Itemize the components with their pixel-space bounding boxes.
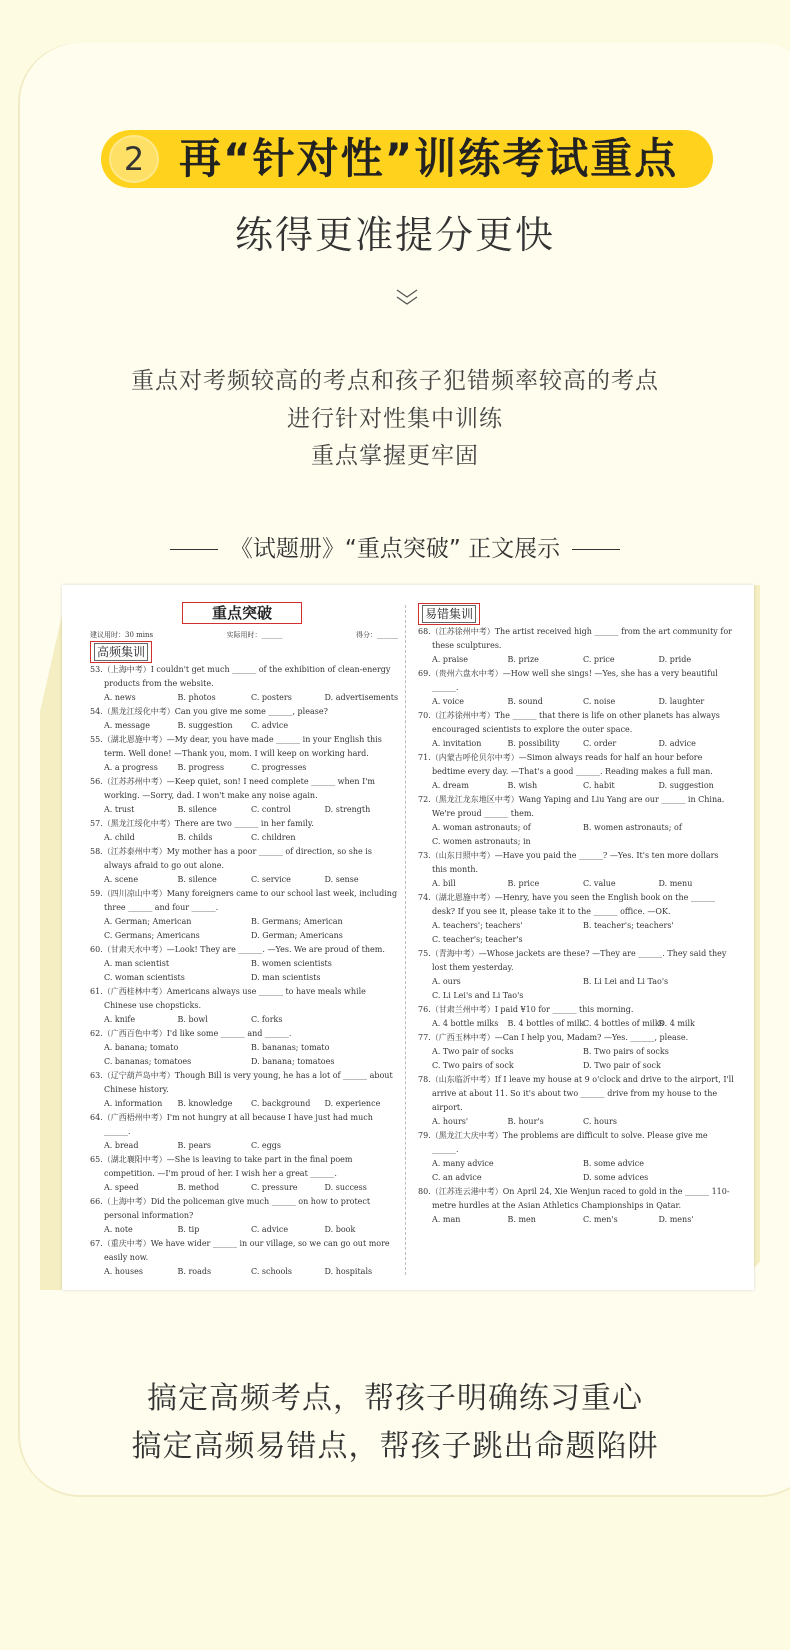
question-item xyxy=(418,1073,734,1129)
option: D. Two pair of sock xyxy=(583,1061,661,1070)
question-item xyxy=(90,705,398,733)
description-line-3: 重点掌握更牢固 xyxy=(311,443,479,469)
option: D. 4 milk xyxy=(658,1019,695,1028)
option: B. Li Lei and Li Tao's xyxy=(583,977,669,986)
description-line-2: 进行针对性集中训练 xyxy=(287,406,503,432)
question-options xyxy=(418,1017,734,1031)
option: C. habit xyxy=(583,781,615,790)
option: C. forks xyxy=(251,1015,283,1024)
option: D. strength xyxy=(324,805,371,814)
question-stem: 68.（江苏徐州中考）The artist received high ______ from the art community for these sculptures. xyxy=(418,627,732,650)
option: A. scene xyxy=(104,875,139,884)
question-options xyxy=(418,1213,734,1227)
option: C. value xyxy=(583,879,616,888)
question-item xyxy=(418,1003,734,1031)
question-options xyxy=(418,1045,734,1073)
option: D. book xyxy=(324,1225,356,1234)
option: A. banana; tomato xyxy=(104,1043,179,1052)
question-item xyxy=(90,943,398,985)
question-stem: 64.（广西梧州中考）I'm not hungry at all because I have just had much ______. xyxy=(90,1113,373,1136)
question-stem: 58.（江苏泰州中考）My mother has a poor ______ of direction, so she is always afraid to go out alone. xyxy=(90,847,372,870)
option: D. some advices xyxy=(583,1173,649,1182)
question-options xyxy=(90,1097,398,1111)
option: A. bread xyxy=(104,1141,139,1150)
option: B. wish xyxy=(507,781,538,790)
question-options xyxy=(90,831,398,845)
option: C. control xyxy=(251,805,291,814)
paper-meta xyxy=(90,629,398,641)
option: D. success xyxy=(324,1183,367,1192)
option: B. hour's xyxy=(507,1117,544,1126)
question-options xyxy=(90,761,398,775)
option: D. advertisements xyxy=(324,693,399,702)
suggested-time: 建议用时：30 mins xyxy=(90,631,154,639)
question-stem: 75.（青海中考）—Whose jackets are these? —They are ______. They said they lost them yesterday. xyxy=(418,949,727,972)
question-item xyxy=(90,1237,398,1279)
option: D. hospitals xyxy=(324,1267,373,1276)
option: D. advice xyxy=(658,739,696,748)
option: B. price xyxy=(507,879,540,888)
option: C. progresses xyxy=(251,763,307,772)
option: B. progress xyxy=(177,763,225,772)
option: C. Germans; Americans xyxy=(104,931,200,940)
option: A. praise xyxy=(432,655,468,664)
option: C. teacher's; teacher's xyxy=(432,935,523,944)
option: A. information xyxy=(104,1099,163,1108)
option: C. order xyxy=(583,739,617,748)
question-item xyxy=(418,1129,734,1185)
option: D. pride xyxy=(658,655,692,664)
question-stem: 56.（江苏苏州中考）—Keep quiet, son! I need complete ______ when I'm working. —Sorry, dad. I won't make any noise again. xyxy=(90,777,376,800)
question-stem: 73.（山东日照中考）—Have you paid the ______? —Yes. It's ten more dollars this month. xyxy=(418,851,719,874)
question-item xyxy=(90,985,398,1027)
option: A. houses xyxy=(104,1267,143,1276)
option: D. mens' xyxy=(658,1215,694,1224)
paper-title: 重点突破 xyxy=(182,602,302,624)
right-column xyxy=(418,585,734,1227)
question-options xyxy=(418,779,734,793)
option: B. women astronauts; of xyxy=(583,823,682,832)
question-item xyxy=(90,733,398,775)
question-item xyxy=(90,887,398,943)
question-stem: 78.（山东临沂中考）If I leave my house at 9 o'clock and drive to the airport, I'll arrive at about 11. So it's about two ______ drive from my house to the airport. xyxy=(418,1075,734,1112)
question-item xyxy=(90,1195,398,1237)
question-options xyxy=(90,1013,398,1027)
option: B. roads xyxy=(177,1267,212,1276)
question-item xyxy=(90,1069,398,1111)
exam-paper-preview xyxy=(62,585,754,1290)
question-item xyxy=(418,849,734,891)
error-prone-tag: 易错集训 xyxy=(418,603,480,625)
question-stem: 65.（湖北襄阳中考）—She is leaving to take part in the final poem competition. —I'm proud of her. I wish her a great ______. xyxy=(90,1155,353,1178)
question-item xyxy=(90,1111,398,1153)
description-line-1: 重点对考频较高的考点和孩子犯错频率较高的考点 xyxy=(131,368,659,394)
question-stem: 54.（黑龙江绥化中考）Can you give me some ______, please? xyxy=(90,707,328,716)
question-stem: 71.（内蒙古呼伦贝尔中考）—Simon always reads for half an hour before bedtime every day. —That's a good ______. Reading makes a full man. xyxy=(418,753,713,776)
option: C. 4 bottles of milks xyxy=(583,1019,664,1028)
option: B. bananas; tomato xyxy=(251,1043,330,1052)
question-stem: 69.（贵州六盘水中考）—How well she sings! —Yes, she has a very beautiful ______. xyxy=(418,669,718,692)
question-stem: 77.（广西玉林中考）—Can I help you, Madam? —Yes. ______, please. xyxy=(418,1033,689,1042)
option: A. note xyxy=(104,1225,133,1234)
bottom-line-1: 搞定高频考点，帮孩子明确练习重心 xyxy=(147,1381,643,1416)
question-item xyxy=(90,775,398,817)
question-item xyxy=(418,891,734,947)
section-label-text: 《试题册》“重点突破” 正文展示 xyxy=(229,536,561,562)
option: C. price xyxy=(583,655,615,664)
question-item xyxy=(90,1153,398,1195)
option: A. woman astronauts; of xyxy=(432,823,531,832)
question-stem: 74.（湖北恩施中考）—Henry, have you seen the English book on the ______ desk? If you see it, please take it to the ______ office. —OK. xyxy=(418,893,715,916)
option: B. photos xyxy=(177,693,216,702)
double-chevron-down-icon xyxy=(395,288,419,306)
question-stem: 63.（辽宁葫芦岛中考）Though Bill is very young, he has a lot of ______ about Chinese history. xyxy=(90,1071,393,1094)
option: A. news xyxy=(104,693,136,702)
option: C. schools xyxy=(251,1267,292,1276)
option: C. bananas; tomatoes xyxy=(104,1057,192,1066)
left-question-list xyxy=(90,663,398,1279)
question-item xyxy=(418,709,734,751)
question-options xyxy=(90,957,398,985)
option: D. experience xyxy=(324,1099,381,1108)
option: D. laughter xyxy=(658,697,705,706)
option: C. Two pairs of sock xyxy=(432,1061,514,1070)
option: A. Two pair of socks xyxy=(432,1047,514,1056)
option: C. women astronauts; in xyxy=(432,837,531,846)
question-stem: 62.（广西百色中考）I'd like some ______ and ______. xyxy=(90,1029,292,1038)
section-label xyxy=(0,530,790,563)
option: D. German; Americans xyxy=(251,931,343,940)
option: D. banana; tomatoes xyxy=(251,1057,335,1066)
question-stem: 70.（江苏徐州中考）The ______ that there is life on other planets has always encouraged scientists to explore the outer space. xyxy=(418,711,720,734)
option: A. trust xyxy=(104,805,135,814)
option: B. 4 bottles of milk xyxy=(507,1019,585,1028)
option: B. method xyxy=(177,1183,220,1192)
option: A. man scientist xyxy=(104,959,170,968)
option: C. posters xyxy=(251,693,292,702)
option: B. women scientists xyxy=(251,959,332,968)
option: B. some advice xyxy=(583,1159,644,1168)
question-options xyxy=(90,1223,398,1237)
question-options xyxy=(418,821,734,849)
option: B. Two pairs of socks xyxy=(583,1047,669,1056)
question-stem: 59.（四川凉山中考）Many foreigners came to our school last week, including three ______ and four ______. xyxy=(90,889,398,912)
option: B. knowledge xyxy=(177,1099,233,1108)
question-options xyxy=(418,919,734,947)
divider-line xyxy=(572,549,620,550)
option: C. service xyxy=(251,875,291,884)
option: A. many advice xyxy=(432,1159,494,1168)
option: B. teacher's; teachers' xyxy=(583,921,674,930)
question-item xyxy=(418,793,734,849)
option: A. 4 bottle milks xyxy=(432,1019,499,1028)
option: B. Germans; American xyxy=(251,917,343,926)
question-item xyxy=(90,663,398,705)
option: B. possibility xyxy=(507,739,560,748)
question-stem: 53.（上海中考）I couldn't get much ______ of the exhibition of clean-energy products from the website. xyxy=(90,665,391,688)
option: A. a progress xyxy=(104,763,158,772)
question-options xyxy=(90,873,398,887)
question-options xyxy=(90,915,398,943)
question-options xyxy=(90,691,398,705)
option: A. German; American xyxy=(104,917,192,926)
actual-time: 实际用时：______ xyxy=(226,631,283,639)
question-item xyxy=(418,947,734,1003)
question-stem: 72.（黑龙江龙东地区中考）Wang Yaping and Liu Yang are our ______ in China. We're proud ______ them. xyxy=(418,795,725,818)
option: C. children xyxy=(251,833,296,842)
question-stem: 60.（甘肃天水中考）—Look! They are ______. —Yes. We are proud of them. xyxy=(90,945,385,954)
question-item xyxy=(418,751,734,793)
option: C. hours xyxy=(583,1117,617,1126)
option: B. childs xyxy=(177,833,213,842)
question-item xyxy=(418,625,734,667)
divider-line xyxy=(170,549,218,550)
question-options xyxy=(90,719,398,733)
option: B. suggestion xyxy=(177,721,233,730)
bottom-line-2: 搞定高频易错点，帮孩子跳出命题陷阱 xyxy=(131,1429,659,1464)
question-options xyxy=(418,1115,734,1129)
question-stem: 80.（江苏连云港中考）On April 24, Xie Wenjun raced to gold in the ______ 110-metre hurdles at the Asian Athletics Championships in Qatar. xyxy=(418,1187,730,1210)
question-options xyxy=(418,653,734,667)
question-stem: 57.（黑龙江绥化中考）There are two ______ in her family. xyxy=(90,819,314,828)
section-banner xyxy=(101,130,713,188)
question-item xyxy=(418,1185,734,1227)
option: A. knife xyxy=(104,1015,136,1024)
option: A. bill xyxy=(432,879,456,888)
option: B. prize xyxy=(507,655,539,664)
option: C. advice xyxy=(251,1225,289,1234)
question-stem: 55.（湖北恩施中考）—My dear, you have made ______ in your English this term. Well done! —Thank you, mom. I will keep on working hard. xyxy=(90,735,382,758)
option: A. teachers'; teachers' xyxy=(432,921,523,930)
option: A. invitation xyxy=(432,739,482,748)
question-stem: 79.（黑龙江大庆中考）The problems are difficult to solve. Please give me ______. xyxy=(418,1131,708,1154)
option: C. background xyxy=(251,1099,311,1108)
option: B. silence xyxy=(177,805,217,814)
score: 得分：______ xyxy=(355,631,398,639)
option: A. message xyxy=(104,721,151,730)
option: C. woman scientists xyxy=(104,973,185,982)
option: B. bowl xyxy=(177,1015,208,1024)
question-options xyxy=(418,695,734,709)
option: D. man scientists xyxy=(251,973,321,982)
right-question-list xyxy=(418,625,734,1227)
option: B. tip xyxy=(177,1225,200,1234)
option: C. eggs xyxy=(251,1141,282,1150)
option: B. men xyxy=(507,1215,536,1224)
option: A. ours xyxy=(432,977,461,986)
option: A. child xyxy=(104,833,135,842)
question-options xyxy=(418,1157,734,1185)
question-stem: 61.（广西桂林中考）Americans always use ______ to have meals while Chinese use chopsticks. xyxy=(90,987,366,1010)
option: A. hours' xyxy=(432,1117,469,1126)
question-item xyxy=(90,845,398,887)
option: B. pears xyxy=(177,1141,212,1150)
option: C. pressure xyxy=(251,1183,298,1192)
question-stem: 66.（上海中考）Did the policeman give much ______ on how to protect personal information? xyxy=(90,1197,371,1220)
option: A. dream xyxy=(432,781,469,790)
question-options xyxy=(418,877,734,891)
option: B. silence xyxy=(177,875,217,884)
question-stem: 76.（甘肃兰州中考）I paid ¥10 for ______ this morning. xyxy=(418,1005,634,1014)
section-number: 2 xyxy=(109,135,159,183)
option: C. noise xyxy=(583,697,616,706)
high-frequency-tag: 高频集训 xyxy=(90,641,152,663)
option: D. suggestion xyxy=(658,781,714,790)
option: D. sense xyxy=(324,875,359,884)
question-options xyxy=(418,737,734,751)
option: A. speed xyxy=(104,1183,139,1192)
question-item xyxy=(90,1027,398,1069)
option: A. voice xyxy=(432,697,464,706)
question-stem: 67.（重庆中考）We have wider ______ in our village, so we can go out more easily now. xyxy=(90,1239,390,1262)
option: C. Li Lei's and Li Tao's xyxy=(432,991,524,1000)
subtitle: 练得更准提分更快 xyxy=(234,213,555,257)
option: B. sound xyxy=(507,697,543,706)
left-column xyxy=(90,585,398,1279)
question-options xyxy=(90,1041,398,1069)
column-divider xyxy=(405,605,406,1275)
option: C. an advice xyxy=(432,1173,482,1182)
question-options xyxy=(90,1139,398,1153)
option: C. men's xyxy=(583,1215,618,1224)
question-options xyxy=(90,1181,398,1195)
question-options xyxy=(90,1265,398,1279)
option: C. advice xyxy=(251,721,289,730)
section-title: 再“针对性”训练考试重点 xyxy=(179,134,679,183)
question-item xyxy=(418,667,734,709)
question-options xyxy=(90,803,398,817)
question-item xyxy=(90,817,398,845)
question-options xyxy=(418,975,734,1003)
option: A. man xyxy=(432,1215,461,1224)
question-item xyxy=(418,1031,734,1073)
option: D. menu xyxy=(658,879,693,888)
